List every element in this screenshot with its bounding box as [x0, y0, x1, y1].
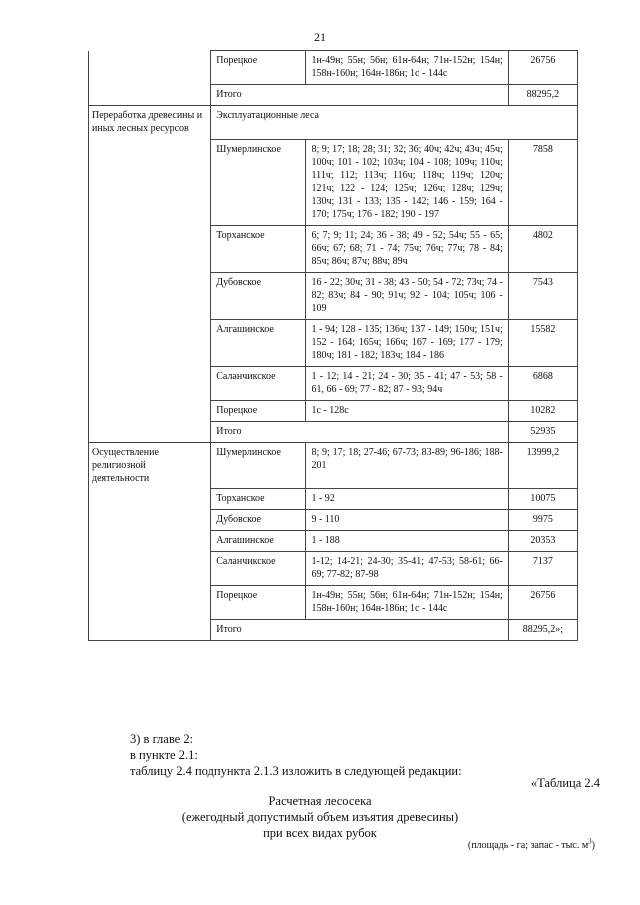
activity-label: Осуществление религиозной деятельности: [92, 446, 159, 484]
forestry-cell: Итого: [211, 85, 509, 106]
activity-cell: [89, 366, 211, 400]
forestry-cell: Порецкое: [211, 400, 306, 421]
units-note: [467, 837, 595, 851]
quarters-cell: 1н-49н; 55н; 56н; 61н-64н; 71н-152н; 154н; 158н-160н; 164н-186н; 1с - 144с: [306, 51, 508, 85]
quarters-cell: 9 - 110: [306, 510, 508, 531]
area-cell: 52935: [508, 421, 577, 442]
quarters-cell: 1с - 128с: [306, 400, 508, 421]
area-cell: 6868: [508, 366, 577, 400]
units-superscript: 3: [588, 837, 592, 846]
table-row: [89, 272, 578, 319]
area-cell: 4802: [508, 225, 577, 272]
page-number: 21: [314, 30, 326, 44]
table-row: [89, 531, 578, 552]
forestry-cell: Саланчикское: [211, 552, 306, 586]
forestry-cell: Торханское: [211, 489, 306, 510]
table-row: [89, 85, 578, 106]
table-row: [89, 620, 578, 641]
activity-cell: [89, 489, 211, 510]
activity-cell: [89, 531, 211, 552]
area-cell: 10282: [508, 400, 577, 421]
table-row: [89, 51, 578, 85]
units-close: ): [591, 840, 595, 851]
table-row: [89, 225, 578, 272]
activity-cell: [89, 510, 211, 531]
area-cell: 26756: [508, 586, 577, 620]
quarters-cell: 8; 9; 17; 18; 27-46; 67-73; 83-89; 96-186; 188-201: [306, 442, 508, 489]
amendment-text: [130, 731, 462, 779]
area-cell: 10075: [508, 489, 577, 510]
quarters-cell: 1 - 94; 128 - 135; 136ч; 137 - 149; 150ч; 151ч; 152 - 164; 165ч; 166ч; 167 - 169; 177 - 179; 180ч; 181 - 182; 183ч; 184 - 186: [306, 319, 508, 366]
area-cell: 9975: [508, 510, 577, 531]
forestry-cell: Алгашинское: [211, 319, 306, 366]
forest-areas-table: [88, 50, 578, 641]
amendment-line-3: таблицу 2.4 подпункта 2.1.3 изложить в следующей редакции:: [130, 764, 462, 778]
quarters-cell: 1 - 92: [306, 489, 508, 510]
activity-cell: [89, 421, 211, 442]
area-cell: 26756: [508, 51, 577, 85]
quarters-cell: 1 - 188: [306, 531, 508, 552]
table-row: [89, 139, 578, 225]
forestry-cell: Дубовское: [211, 510, 306, 531]
area-cell: 7858: [508, 139, 577, 225]
quarters-cell: 1-12; 14-21; 24-30; 35-41; 47-53; 58-61; 66-69; 77-82; 87-98: [306, 552, 508, 586]
activity-cell: [89, 319, 211, 366]
table-row: [89, 421, 578, 442]
units-text: (площадь - га; запас - тыс. м: [467, 840, 589, 851]
heading-line-3: при всех видах рубок: [263, 826, 377, 840]
table-row: [89, 400, 578, 421]
activity-cell: [89, 225, 211, 272]
quarters-cell: 1н-49н; 55н; 56н; 61н-64н; 71н-152н; 154н; 158н-160н; 164н-186н; 1с - 144с: [306, 586, 508, 620]
activity-label: Переработка древесины и иных лесных ресурсов: [92, 110, 203, 134]
forestry-cell: Итого: [211, 620, 509, 641]
table-row: [89, 586, 578, 620]
amendment-line-1: 3) в главе 2:: [130, 732, 194, 746]
amendment-line-2: в пункте 2.1:: [130, 748, 198, 762]
quarters-cell: 8; 9; 17; 18; 28; 31; 32; 36; 40ч; 42ч; 43ч; 45ч; 100ч; 101 - 102; 103ч; 104 - 108; 109ч; 110ч; 111ч; 112; 113ч; 116ч; 118ч; 119ч; 120ч; 121ч; 122 - 124; 125ч; 126ч; 128ч; 129ч; 130ч; 131 - 133; 135 - 142; 146 - 159; 164 - 170; 175ч; 176 - 182; 190 - 197: [306, 139, 508, 225]
activity-cell: [89, 400, 211, 421]
forestry-cell: Шумерлинское: [211, 442, 306, 489]
table-row: [89, 319, 578, 366]
forestry-cell: Порецкое: [211, 51, 306, 85]
area-cell: 13999,2: [508, 442, 577, 489]
area-cell: 7137: [508, 552, 577, 586]
forestry-cell: Шумерлинское: [211, 139, 306, 225]
activity-cell: [89, 85, 211, 106]
table-row: [89, 489, 578, 510]
area-cell: 15582: [508, 319, 577, 366]
quarters-cell: 6; 7; 9; 11; 24; 36 - 38; 49 - 52; 54ч; 55 - 65; 66ч; 67; 68; 71 - 74; 75ч; 76ч; 77ч; 78 - 84; 85ч; 86ч; 87ч; 88ч; 89ч: [306, 225, 508, 272]
activity-cell: [89, 552, 211, 586]
table-heading: [0, 793, 640, 841]
activity-cell: [89, 106, 211, 140]
activity-cell: [89, 620, 211, 641]
table-row: [89, 366, 578, 400]
forestry-cell: Саланчикское: [211, 366, 306, 400]
quarters-cell: 16 - 22; 30ч; 31 - 38; 43 - 50; 54 - 72; 73ч; 74 - 82; 83ч; 84 - 90; 91ч; 92 - 104; 105ч; 106 - 109: [306, 272, 508, 319]
activity-cell: [89, 51, 211, 85]
forestry-cell: Торханское: [211, 225, 306, 272]
forestry-cell: Алгашинское: [211, 531, 306, 552]
forest-category-cell: Эксплуатационные леса: [211, 106, 578, 140]
area-cell: 20353: [508, 531, 577, 552]
activity-cell: [89, 442, 211, 489]
area-cell: 7543: [508, 272, 577, 319]
table-reference: «Таблица 2.4: [530, 776, 600, 790]
forestry-cell: Дубовское: [211, 272, 306, 319]
quarters-cell: 1 - 12; 14 - 21; 24 - 30; 35 - 41; 47 - 53; 58 - 61, 66 - 69; 77 - 82; 87 - 93; 94ч: [306, 366, 508, 400]
activity-cell: [89, 586, 211, 620]
area-cell: 88295,2»;: [508, 620, 577, 641]
table-row: [89, 510, 578, 531]
forestry-cell: Порецкое: [211, 586, 306, 620]
activity-cell: [89, 272, 211, 319]
table-row: [89, 442, 578, 489]
activity-cell: [89, 139, 211, 225]
forestry-cell: Итого: [211, 421, 509, 442]
area-cell: 88295,2: [508, 85, 577, 106]
heading-line-2: (ежегодный допустимый объем изъятия древесины): [181, 810, 459, 824]
table-row: [89, 106, 578, 140]
table-row: [89, 552, 578, 586]
heading-line-1: Расчетная лесосека: [268, 794, 372, 808]
